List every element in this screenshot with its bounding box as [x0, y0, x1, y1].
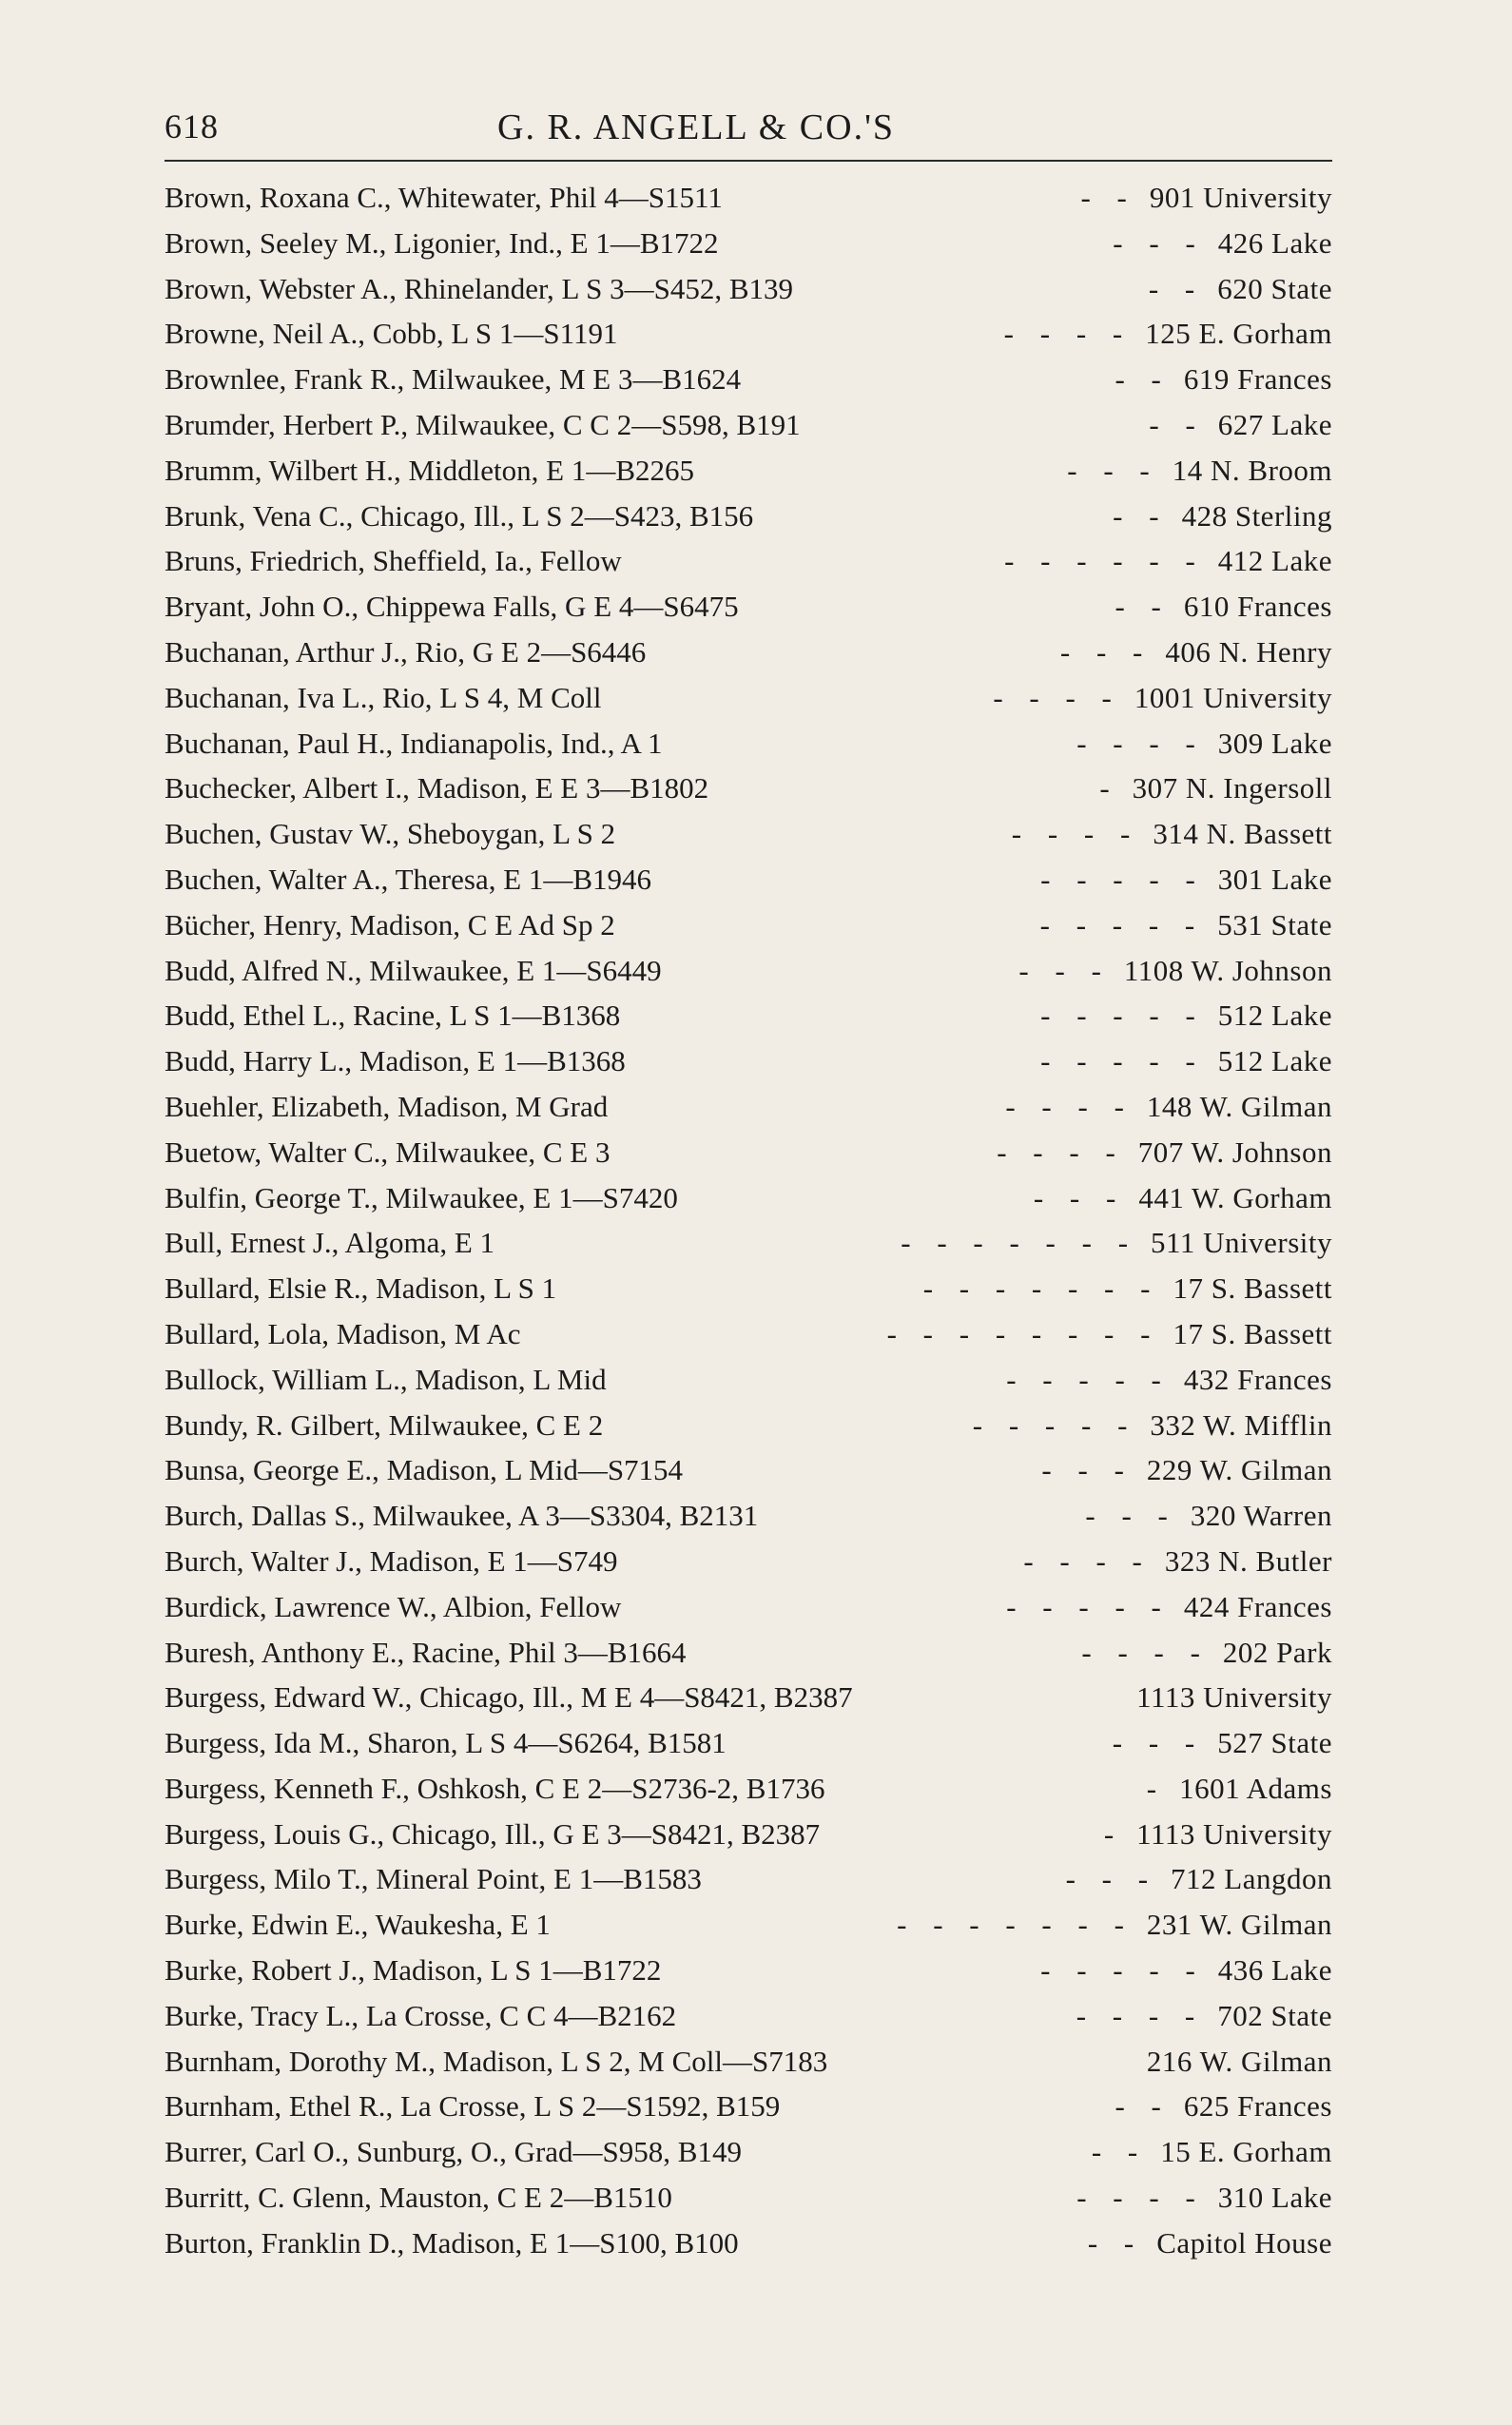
directory-entry	[165, 1090, 1332, 1135]
entry-address: 428 Sterling	[1181, 498, 1332, 533]
entry-leader: - - - - -	[1006, 1362, 1171, 1396]
directory-entry	[165, 999, 1332, 1044]
directory-entry	[165, 362, 1332, 408]
directory-entry	[165, 863, 1332, 908]
entry-address: 712 Langdon	[1171, 1862, 1332, 1896]
entry-address: 512 Lake	[1217, 1044, 1332, 1078]
entry-address: 1113 University	[1136, 1680, 1332, 1715]
entry-name: Burnham, Dorothy M., Madison, L S 2, M Coll—S7183	[165, 2044, 828, 2078]
entry-name: Brunk, Vena C., Chicago, Ill., L S 2—S423, B156	[165, 498, 754, 533]
running-head: G. R. ANGELL & CO.'S	[497, 107, 896, 147]
directory-entry	[165, 2181, 1332, 2226]
page-header	[165, 107, 1332, 164]
entry-name: Burch, Dallas S., Milwaukee, A 3—S3304, B2131	[165, 1499, 759, 1533]
directory-entry	[165, 408, 1332, 454]
entry-leader: - -	[1080, 181, 1136, 214]
directory-entry	[165, 1680, 1332, 1726]
directory-entry	[165, 954, 1332, 999]
entry-leader: - -	[1113, 498, 1169, 533]
entry-name: Burke, Robert J., Madison, L S 1—B1722	[165, 1953, 662, 1988]
entry-leader: - - -	[1067, 453, 1159, 487]
entry-address: 432 Frances	[1183, 1362, 1332, 1396]
entry-name: Burdick, Lawrence W., Albion, Fellow	[165, 1589, 622, 1623]
entry-address: 406 N. Henry	[1165, 634, 1332, 669]
directory-entry	[165, 499, 1332, 545]
entry-name: Burton, Franklin D., Madison, E 1—S100, B100	[165, 2225, 739, 2260]
entry-name: Brownlee, Frank R., Milwaukee, M E 3—B1624	[165, 362, 742, 397]
entry-address: 1601 Adams	[1179, 1771, 1332, 1805]
entry-leader: - -	[1091, 2135, 1148, 2169]
entry-address: 625 Frances	[1183, 2089, 1332, 2124]
directory-entry	[165, 727, 1332, 772]
entry-leader: - - - -	[1076, 1998, 1205, 2032]
entry-address: 320 Warren	[1190, 1499, 1332, 1533]
entry-leader: - - - -	[1076, 726, 1205, 760]
directory-entry	[165, 1044, 1332, 1090]
entry-leader: - - - - -	[1006, 1589, 1171, 1623]
entry-name: Burgess, Edward W., Chicago, Ill., M E 4—S8421, B2387	[165, 1680, 853, 1715]
entry-leader: - - - - -	[1040, 862, 1205, 896]
entry-leader: - -	[1148, 271, 1205, 305]
entry-name: Buchen, Gustav W., Sheboygan, L S 2	[165, 817, 616, 851]
entry-address: 531 State	[1217, 907, 1332, 941]
directory-entry	[165, 544, 1332, 590]
entry-name: Bull, Ernest J., Algoma, E 1	[165, 1226, 495, 1260]
entry-name: Bullard, Elsie R., Madison, L S 1	[165, 1271, 557, 1306]
entry-name: Burnham, Ethel R., La Crosse, L S 2—S1592, B159	[165, 2089, 781, 2124]
directory-entry	[165, 1636, 1332, 1681]
entry-leader: - -	[1149, 407, 1205, 441]
directory-entry	[165, 1135, 1332, 1181]
entry-address: 148 W. Gilman	[1146, 1089, 1332, 1123]
entry-leader: - - - - - - -	[897, 1908, 1134, 1942]
directory-entry	[165, 590, 1332, 635]
directory-entry	[165, 2089, 1332, 2135]
directory-entry	[165, 681, 1332, 727]
entry-leader: - - - -	[1003, 317, 1133, 351]
entry-leader: - - - -	[1023, 1543, 1152, 1578]
entry-leader: - - - -	[1005, 1089, 1134, 1123]
entry-address: 620 State	[1217, 271, 1332, 305]
entry-name: Bullard, Lola, Madison, M Ac	[165, 1316, 521, 1350]
entry-address: 15 E. Gorham	[1160, 2135, 1332, 2169]
entry-leader: - - -	[1085, 1499, 1177, 1533]
directory-entry	[165, 2045, 1332, 2090]
entry-name: Buchanan, Paul H., Indianapolis, Ind., A 1	[165, 726, 663, 760]
entry-name: Bulfin, George T., Milwaukee, E 1—S7420	[165, 1180, 678, 1214]
directory-entry	[165, 272, 1332, 318]
entry-name: Budd, Alfred N., Milwaukee, E 1—S6449	[165, 953, 662, 987]
entry-address: 436 Lake	[1217, 1953, 1332, 1988]
entry-address: 1001 University	[1134, 680, 1332, 714]
entry-address: 231 W. Gilman	[1146, 1908, 1332, 1942]
entry-address: 512 Lake	[1217, 999, 1332, 1033]
directory-entry	[165, 1772, 1332, 1817]
directory-entry	[165, 908, 1332, 954]
entry-name: Buetow, Walter C., Milwaukee, C E 3	[165, 1135, 611, 1169]
entry-name: Burke, Tracy L., La Crosse, C C 4—B2162	[165, 1998, 677, 2032]
directory-entry	[165, 181, 1332, 226]
directory-entry	[165, 2135, 1332, 2181]
entry-address: 125 E. Gorham	[1145, 317, 1332, 351]
entry-leader: -	[1146, 1771, 1167, 1805]
entry-address: 323 N. Butler	[1164, 1543, 1332, 1578]
entry-leader: - - - -	[993, 680, 1121, 714]
entry-address: Capitol House	[1156, 2225, 1332, 2260]
page-number: 618	[165, 107, 219, 146]
entry-name: Brumm, Wilbert H., Middleton, E 1—B2265	[165, 453, 695, 487]
entry-address: 707 W. Johnson	[1137, 1135, 1332, 1169]
entry-address: 412 Lake	[1217, 544, 1332, 578]
directory-entry	[165, 1590, 1332, 1636]
entry-leader: - - - - - - -	[922, 1271, 1160, 1306]
entry-name: Burke, Edwin E., Waukesha, E 1	[165, 1908, 551, 1942]
entry-name: Buchanan, Arthur J., Rio, G E 2—S6446	[165, 634, 647, 669]
entry-name: Buchen, Walter A., Theresa, E 1—B1946	[165, 862, 652, 896]
entry-leader: - - - - - - -	[901, 1226, 1138, 1260]
entry-address: 424 Frances	[1183, 1589, 1332, 1623]
entry-name: Burrer, Carl O., Sunburg, O., Grad—S958, B149	[165, 2135, 742, 2169]
entry-leader: - - - - -	[1040, 1953, 1205, 1988]
entry-name: Burch, Walter J., Madison, E 1—S749	[165, 1543, 618, 1578]
entry-name: Bücher, Henry, Madison, C E Ad Sp 2	[165, 907, 615, 941]
directory-entry	[165, 1226, 1332, 1271]
directory-entry	[165, 1544, 1332, 1590]
entry-address: 216 W. Gilman	[1146, 2044, 1332, 2078]
entry-leader: -	[1103, 1816, 1124, 1851]
directory-entry	[165, 1908, 1332, 1953]
entry-name: Buchanan, Iva L., Rio, L S 4, M Coll	[165, 680, 602, 714]
entry-address: 610 Frances	[1183, 590, 1332, 624]
entry-name: Burgess, Ida M., Sharon, L S 4—S6264, B1581	[165, 1726, 727, 1760]
entry-name: Burgess, Milo T., Mineral Point, E 1—B1583	[165, 1862, 702, 1896]
directory-entry	[165, 771, 1332, 817]
directory-entry	[165, 1408, 1332, 1454]
entry-name: Brown, Seeley M., Ligonier, Ind., E 1—B1722	[165, 225, 719, 260]
entry-address: 301 Lake	[1217, 862, 1332, 896]
entry-leader: - - - - -	[1040, 1044, 1205, 1078]
entry-name: Burritt, C. Glenn, Mauston, C E 2—B1510	[165, 2181, 672, 2215]
directory-entry	[165, 317, 1332, 362]
directory-entry	[165, 2226, 1332, 2272]
entry-name: Buresh, Anthony E., Racine, Phil 3—B1664	[165, 1635, 687, 1669]
entry-leader: - - - - -	[1039, 907, 1205, 941]
entry-address: 527 State	[1217, 1726, 1332, 1760]
entry-leader: - - -	[1033, 1180, 1126, 1214]
entry-address: 307 N. Ingersoll	[1132, 771, 1332, 805]
entry-name: Bunsa, George E., Madison, L Mid—S7154	[165, 1453, 684, 1487]
entry-address: 310 Lake	[1217, 2181, 1332, 2215]
entry-address: 1113 University	[1136, 1816, 1332, 1851]
entry-leader: - - -	[1041, 1453, 1134, 1487]
directory-entry	[165, 635, 1332, 681]
entry-address: 619 Frances	[1183, 362, 1332, 397]
directory-entry	[165, 1817, 1332, 1863]
entry-address: 314 N. Bassett	[1153, 817, 1332, 851]
entry-name: Bundy, R. Gilbert, Milwaukee, C E 2	[165, 1407, 604, 1442]
entry-address: 14 N. Broom	[1172, 453, 1332, 487]
entry-address: 17 S. Bassett	[1173, 1271, 1332, 1306]
entry-address: 229 W. Gilman	[1146, 1453, 1332, 1487]
entry-leader: - - -	[1059, 634, 1153, 669]
entry-leader: - - - - -	[1040, 999, 1205, 1033]
directory-entry	[165, 1953, 1332, 1999]
entry-leader: - - -	[1112, 1726, 1205, 1760]
entry-address: 901 University	[1149, 181, 1332, 214]
directory-entry	[165, 1271, 1332, 1317]
entry-leader: -	[1099, 771, 1119, 805]
directory-entry	[165, 1862, 1332, 1908]
entry-leader: - - - - - - - -	[886, 1316, 1160, 1350]
entry-leader: - -	[1115, 590, 1171, 624]
entry-name: Bullock, William L., Madison, L Mid	[165, 1362, 607, 1396]
entry-address: 441 W. Gorham	[1138, 1180, 1332, 1214]
entry-leader: - - - - - -	[1004, 544, 1205, 578]
entry-leader: - - - -	[1011, 817, 1140, 851]
entry-address: 202 Park	[1222, 1635, 1332, 1669]
entry-address: 426 Lake	[1217, 225, 1332, 260]
entry-leader: - - -	[1065, 1862, 1158, 1896]
entry-name: Buehler, Elizabeth, Madison, M Grad	[165, 1089, 609, 1123]
entry-leader: - - -	[1018, 953, 1111, 987]
entry-name: Browne, Neil A., Cobb, L S 1—S1191	[165, 317, 618, 351]
entry-name: Bruns, Friedrich, Sheffield, Ia., Fellow	[165, 544, 622, 578]
directory-entry	[165, 454, 1332, 499]
entry-name: Budd, Harry L., Madison, E 1—B1368	[165, 1044, 626, 1078]
directory-listing	[165, 181, 1332, 2272]
entry-address: 511 University	[1151, 1226, 1332, 1260]
entry-leader: - -	[1115, 362, 1171, 397]
entry-address: 702 State	[1217, 1998, 1332, 2032]
entry-name: Brown, Webster A., Rhinelander, L S 3—S452, B139	[165, 271, 794, 305]
entry-leader: - -	[1115, 2089, 1171, 2124]
directory-entry	[165, 1181, 1332, 1227]
entry-name: Brown, Roxana C., Whitewater, Phil 4—S1511	[165, 181, 723, 214]
entry-address: 627 Lake	[1217, 407, 1332, 441]
entry-address: 17 S. Bassett	[1173, 1316, 1332, 1350]
directory-entry	[165, 817, 1332, 863]
directory-entry	[165, 226, 1332, 272]
entry-leader: - -	[1087, 2225, 1144, 2260]
entry-leader: - - - -	[1081, 1635, 1210, 1669]
directory-entry	[165, 1453, 1332, 1499]
entry-leader: - - - -	[997, 1135, 1125, 1169]
header-rule	[165, 160, 1332, 162]
entry-leader: - - -	[1113, 225, 1205, 260]
entry-leader: - - - -	[1076, 2181, 1205, 2215]
entry-leader: - - - - -	[972, 1407, 1137, 1442]
directory-entry	[165, 1317, 1332, 1363]
directory-entry	[165, 1999, 1332, 2045]
directory-entry	[165, 1726, 1332, 1772]
entry-name: Bryant, John O., Chippewa Falls, G E 4—S6475	[165, 590, 739, 624]
entry-address: 332 W. Mifflin	[1150, 1407, 1332, 1442]
directory-entry	[165, 1499, 1332, 1544]
entry-name: Burgess, Kenneth F., Oshkosh, C E 2—S2736-2, B1736	[165, 1771, 825, 1805]
entry-name: Brumder, Herbert P., Milwaukee, C C 2—S598, B191	[165, 407, 801, 441]
directory-entry	[165, 1363, 1332, 1408]
entry-name: Budd, Ethel L., Racine, L S 1—B1368	[165, 999, 621, 1033]
entry-address: 309 Lake	[1217, 726, 1332, 760]
entry-name: Buchecker, Albert I., Madison, E E 3—B1802	[165, 771, 709, 805]
entry-name: Burgess, Louis G., Chicago, Ill., G E 3—S8421, B2387	[165, 1816, 821, 1851]
entry-address: 1108 W. Johnson	[1123, 953, 1332, 987]
